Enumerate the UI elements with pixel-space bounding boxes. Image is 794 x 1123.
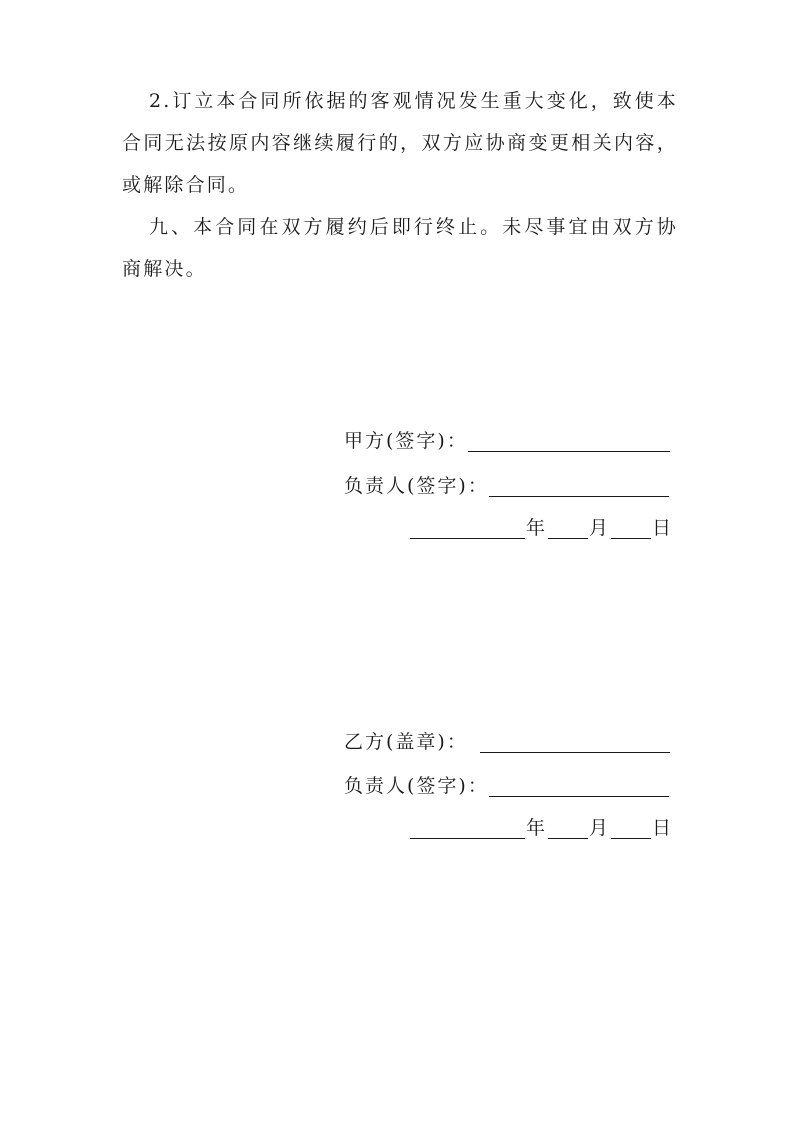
party-a-date-row [410,513,674,543]
party-b-month-label: 月 [589,817,611,839]
party-b-responsible-row [344,771,669,801]
party-b-year-label: 年 [526,817,548,839]
party-a-day-field[interactable] [611,516,651,539]
party-a-responsible-row [344,471,669,501]
party-a-month-label: 月 [589,517,611,539]
party-a-month-field[interactable] [548,516,588,539]
party-b-month-field[interactable] [548,816,588,839]
party-a-year-label: 年 [526,517,548,539]
party-a-signature-field[interactable] [468,429,670,452]
party-a-day-label: 日 [652,517,674,539]
party-b-label: 乙方(盖章)： [344,731,468,753]
party-b-seal-row [344,727,670,757]
clause-2-paragraph: 2.订立本合同所依据的客观情况发生重大变化，致使本合同无法按原内容继续履行的，双方应协商变更相关内容，或解除合同。 [122,90,678,196]
clause-9-paragraph: 九、本合同在双方履约后即行终止。未尽事宜由双方协商解决。 [122,216,678,280]
party-b-responsible-signature-field[interactable] [489,774,669,797]
party-a-year-field[interactable] [410,516,525,539]
party-b-responsible-label: 负责人(签字)： [344,775,489,797]
party-a-signature-row [344,426,670,456]
party-b-day-field[interactable] [611,816,651,839]
party-a-responsible-signature-field[interactable] [489,474,669,497]
party-b-day-label: 日 [652,817,674,839]
party-b-year-field[interactable] [410,816,525,839]
party-b-date-row [410,813,674,843]
party-a-label: 甲方(签字)： [344,430,468,452]
party-b-seal-field[interactable] [480,730,670,753]
party-a-responsible-label: 负责人(签字)： [344,475,489,497]
